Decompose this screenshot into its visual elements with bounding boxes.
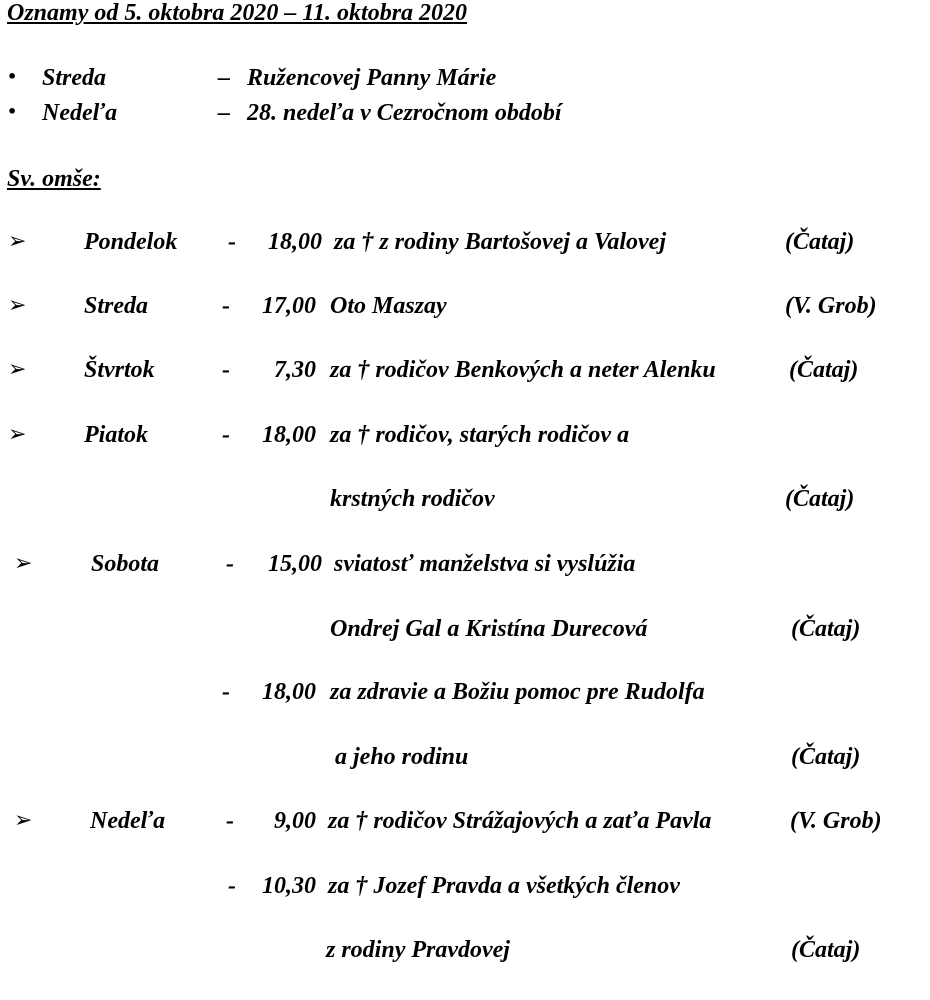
mass-intention: za zdravie a Božiu pomoc pre Rudolfa (330, 679, 705, 705)
page-title: Oznamy od 5. oktobra 2020 – 11. oktobra 2020 (7, 0, 468, 26)
mass-intention-continued: Ondrej Gal a Kristína Durecová (330, 616, 648, 642)
masses-heading: Sv. omše: (7, 166, 101, 192)
mass-day: Piatok (84, 422, 148, 448)
mass-place: (Čataj) (791, 744, 861, 770)
mass-intention: za † rodičov, starých rodičov a (330, 422, 630, 448)
mass-intention: za † rodičov Strážajových a zaťa Pavla (328, 808, 712, 834)
mass-dash: - (222, 357, 230, 383)
arrow-bullet-icon: ➢ (14, 808, 33, 833)
mass-time: 15,00 (268, 551, 322, 577)
feast-day: Streda (42, 65, 107, 91)
mass-time: 18,00 (262, 422, 316, 448)
mass-intention: za † rodičov Benkových a neter Alenku (330, 357, 716, 383)
mass-intention: Oto Maszay (330, 293, 447, 319)
mass-place: (Čataj) (789, 357, 859, 383)
mass-dash: - (228, 873, 236, 899)
mass-place: (Čataj) (791, 616, 861, 642)
mass-intention-continued: krstných rodičov (330, 486, 495, 512)
feast-text: Ružencovej Panny Márie (247, 65, 497, 91)
mass-place: (V. Grob) (790, 808, 882, 834)
mass-dash: - (222, 422, 230, 448)
mass-time: 18,00 (262, 679, 316, 705)
arrow-bullet-icon: ➢ (8, 357, 27, 382)
mass-time: 7,30 (274, 357, 316, 383)
mass-place: (Čataj) (785, 229, 855, 255)
mass-day: Streda (84, 293, 149, 319)
bullet-icon: • (7, 67, 18, 86)
mass-intention: za † z rodiny Bartošovej a Valovej (334, 229, 667, 255)
mass-time: 17,00 (262, 293, 316, 319)
feast-text: 28. nedeľa v Cezročnom období (247, 100, 562, 126)
mass-day: Pondelok (84, 229, 178, 255)
mass-place: (V. Grob) (785, 293, 877, 319)
mass-intention-continued: z rodiny Pravdovej (326, 937, 510, 963)
mass-place: (Čataj) (791, 937, 861, 963)
mass-day: Sobota (91, 551, 160, 577)
arrow-bullet-icon: ➢ (8, 422, 27, 447)
arrow-bullet-icon: ➢ (14, 551, 33, 576)
feast-day: Nedeľa (42, 100, 118, 126)
mass-dash: - (222, 679, 230, 705)
mass-dash: - (226, 808, 234, 834)
mass-time: 18,00 (268, 229, 322, 255)
feast-dash: – (218, 100, 230, 126)
mass-intention: sviatosť manželstva si vyslúžia (334, 551, 636, 577)
mass-day: Nedeľa (90, 808, 166, 834)
feast-dash: – (218, 65, 230, 91)
mass-time: 9,00 (274, 808, 316, 834)
mass-dash: - (226, 551, 234, 577)
mass-intention-continued: a jeho rodinu (335, 744, 469, 770)
mass-dash: - (222, 293, 230, 319)
mass-place: (Čataj) (785, 486, 855, 512)
bullet-icon: • (7, 102, 18, 121)
arrow-bullet-icon: ➢ (8, 293, 27, 318)
mass-time: 10,30 (262, 873, 316, 899)
mass-dash: - (228, 229, 236, 255)
mass-day: Štvrtok (84, 357, 155, 383)
mass-intention: za † Jozef Pravda a všetkých členov (328, 873, 680, 899)
arrow-bullet-icon: ➢ (8, 229, 27, 254)
